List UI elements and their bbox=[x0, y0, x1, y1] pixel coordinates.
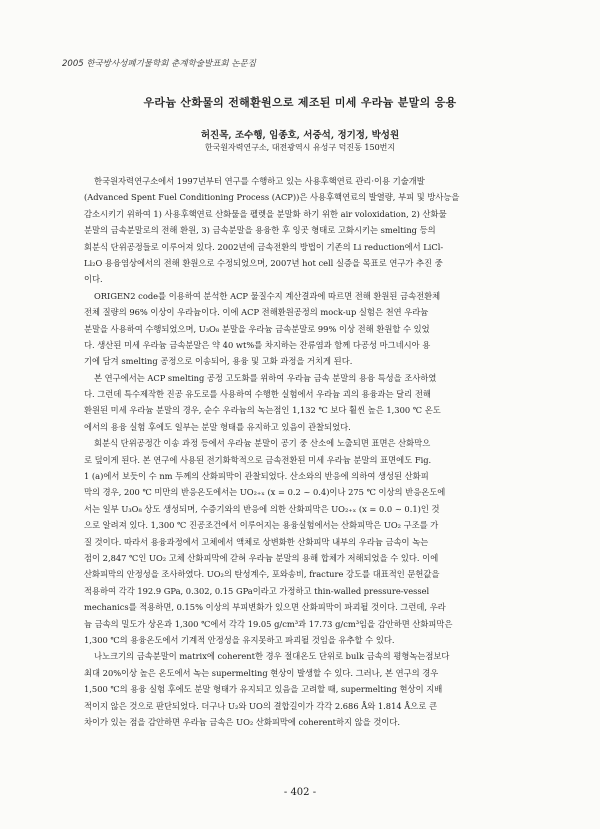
body-line: 환원된 미세 우라늄 분말의 경우, 순수 우라늄의 녹는점인 1,132 ℃ 보다 훨씬 높은 1,300 ℃ 온도 bbox=[84, 405, 441, 416]
authors: 허진목, 조수행, 임종호, 서중석, 정기정, 박성원 bbox=[200, 130, 400, 141]
body-line: 점이 2,847 ℃인 UO₂ 고체 산화피막에 갇혀 우라늄 분말의 용해 합체가 저해되었을 수 있다. 이에 bbox=[84, 552, 439, 563]
running-head: 2005 한국방사성폐기물학회 춘계학술발표회 논문집 bbox=[62, 59, 256, 69]
body-line: 회분식 단위공정간 이송 과정 등에서 우라늄 분말이 공기 중 산소에 노출되면 표면은 산화막으 bbox=[94, 438, 431, 449]
body-line: 기에 담겨 smelting 공정으로 이송되어, 용융 및 고화 과정을 거치게 된다. bbox=[84, 356, 353, 367]
body-line: 본 연구에서는 ACP smelting 공정 고도화를 위하여 우라늄 금속 분말의 용융 특성을 조사하였 bbox=[94, 372, 437, 383]
body-line: 1,500 ℃의 용융 실험 후에도 분말 형태가 유지되고 있음을 고려할 때, supermelting 현상이 지배 bbox=[84, 684, 443, 695]
paper-title: 우라늄 산화물의 전해환원으로 제조된 미세 우라늄 분말의 응용 bbox=[143, 96, 457, 109]
body-line: 이다. bbox=[84, 274, 103, 285]
body-line: 늄 금속의 밀도가 상온과 1,300 ℃에서 각각 19.05 g/cm³과 17.73 g/cm³임을 감안하면 산화피막은 bbox=[84, 618, 453, 629]
body-line: mechanics를 적용하면, 0.15% 이상의 부피변화가 있으면 산화피막이 파괴될 것이다. 그런데, 우라 bbox=[84, 602, 446, 613]
body-line: 분말의 금속분말로의 전해 환원, 3) 금속분말을 용융한 후 잉곳 형태로 고화시키는 smelting 등의 bbox=[84, 225, 436, 236]
body-line: 산화피막의 안정성을 조사하였다. UO₂의 탄성계수, 포와송비, fracture 강도를 대표적인 문헌값을 bbox=[84, 569, 440, 580]
body-line: 최대 20%이상 높은 온도에서 녹는 supermelting 현상이 발생할 수 있다. 그러나, 본 연구의 경우 bbox=[84, 667, 439, 678]
body-line: 차이가 있는 점을 감안하면 우라늄 금속은 UO₂ 산화피막에 coherent하지 않을 것이다. bbox=[84, 716, 401, 727]
body-text bbox=[84, 173, 520, 730]
body-line: 적이지 않은 것으로 판단되었다. 더구나 U₂와 UO의 결합길이가 각각 2.686 Å와 1.814 Å으로 큰 bbox=[84, 700, 437, 711]
body-line: 서는 일부 U₃O₈ 상도 생성되며, 수증기와의 반응에 의한 산화피막은 UO₂₊ₓ (x = 0.0 ~ 0.1)인 것 bbox=[84, 503, 440, 514]
body-line: 회분식 단위공정들로 이루어져 있다. 2002년에 금속전환의 방법이 기존의 Li reduction에서 LiCl- bbox=[84, 241, 444, 252]
body-line: 막의 경우, 200 ℃ 미만의 반응온도에서는 UO₂₊ₓ (x = 0.2 ~ 0.4)이나 275 ℃ 이상의 반응온도에 bbox=[84, 487, 446, 498]
body-line: 다. 그런데 특수제작한 진공 유도로를 사용하여 수행한 실험에서 우라늄 괴의 용융과는 달리 전해 bbox=[84, 389, 431, 400]
body-line: ORIGEN2 code를 이용하여 분석한 ACP 물질수지 계산결과에 따르면 전해 환원된 금속전환체 bbox=[94, 290, 441, 301]
body-line: 1 (a)에서 보듯이 수 nm 두께의 산화피막이 관찰되었다. 산소와의 반응에 의하여 생성된 산화피 bbox=[84, 471, 429, 482]
body-line: 나노크기의 금속분말이 matrix에 coherent한 경우 절대온도 단위로 bulk 금속의 평형녹는점보다 bbox=[94, 651, 450, 662]
body-line: 한국원자력연구소에서 1997년부터 연구를 수행하고 있는 사용후핵연료 관리·이용 기술개발 bbox=[94, 176, 425, 186]
body-line: 감소시키기 위하여 1) 사용후핵연료 산화물을 펠렛을 분말화 하기 위한 air voloxidation, 2) 산화물 bbox=[84, 208, 447, 219]
body-line: (Advanced Spent Fuel Conditioning Process (ACP))은 사용후핵연료의 발열량, 부피 및 방사능을 bbox=[84, 192, 460, 203]
affiliation: 한국원자력연구소, 대전광역시 유성구 덕진동 150번지 bbox=[204, 143, 396, 152]
body-line: 질 것이다. 따라서 용융과정에서 고체에서 액체로 상변화한 산화피막 내부의 우라늄 금속이 녹는 bbox=[84, 536, 429, 547]
body-line: 다. 생산된 미세 우라늄 금속분말은 약 40 wt%를 차지하는 잔류염과 함께 다공성 마그네시아 용 bbox=[84, 339, 431, 350]
body-line: 에서의 용융 실험 후에도 일부는 분말 형태를 유지하고 있음이 관찰되었다. bbox=[84, 421, 351, 432]
page-number: - 402 - bbox=[283, 787, 317, 798]
body-line: 전체 질량의 96% 이상이 우라늄이다. 이에 ACP 전해환원공정의 mock-up 실험은 천연 우라늄 bbox=[84, 307, 429, 318]
body-line: 적용하여 각각 192.9 GPa, 0.302, 0.15 GPa이라고 가정하고 thin-walled pressure-vessel bbox=[84, 585, 430, 596]
body-line: 1,300 ℃의 용융온도에서 기계적 안정성을 유지못하고 파괴될 것임을 유추할 수 있다. bbox=[84, 634, 395, 645]
body-line: 분말을 사용하여 수행되었으며, U₃O₈ 분말을 우라늄 금속분말로 99% 이상 전해 환원할 수 있었 bbox=[84, 323, 430, 334]
body-line: 로 덮이게 된다. 본 연구에 사용된 전기화학적으로 금속전환된 미세 우라늄 분말의 표면에도 Fig. bbox=[84, 454, 432, 465]
body-line: Li₂O 용융염상에서의 전해 환원으로 수정되었으며, 2007년 hot cell 실증을 목표로 연구가 추진 중 bbox=[84, 257, 443, 268]
body-line: 으로 알려져 있다. 1,300 ℃ 진공조건에서 이루어지는 용융실험에서는 산화피막은 UO₂ 구조를 가 bbox=[84, 520, 439, 531]
